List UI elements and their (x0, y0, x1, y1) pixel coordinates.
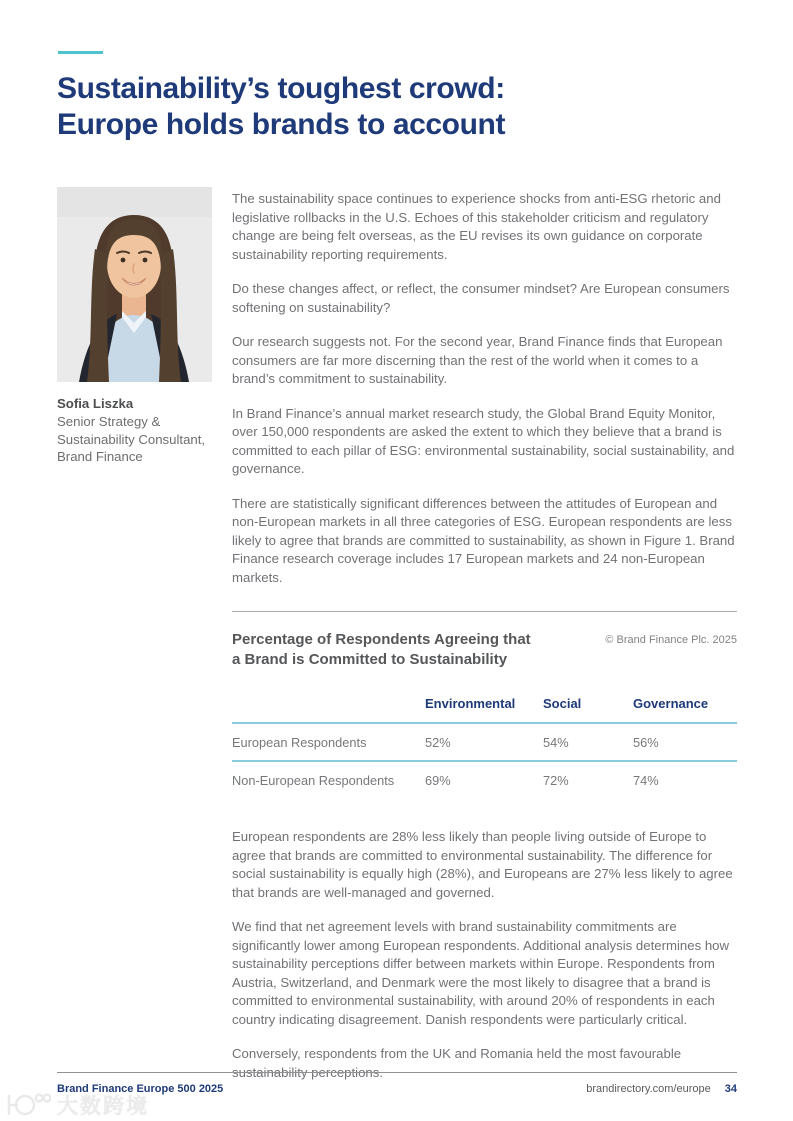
table-row (232, 723, 737, 761)
author-caption (57, 395, 222, 466)
author-role-line1: Senior Strategy & (57, 414, 161, 430)
page-number: 34 (724, 1083, 737, 1095)
table-cell: 72% (543, 773, 569, 788)
portrait-illustration (57, 187, 212, 382)
author-organisation: Brand Finance (57, 449, 143, 465)
table-cell: 74% (633, 773, 659, 788)
footer-divider (57, 1072, 737, 1073)
table-cell: 52% (425, 723, 543, 761)
author-role-line2: Sustainability Consultant, (57, 431, 206, 447)
title-accent-bar (58, 51, 103, 54)
figure-divider (232, 611, 737, 612)
author-name: Sofia Liszka (57, 396, 134, 411)
footer-website-link[interactable]: brandirectory.com/europe (586, 1083, 711, 1095)
body-paragraph: In Brand Finance’s annual market research study, the Global Brand Equity Monitor, over 150,000 respondents are asked the extent to which they believe that a brand is committed to each pillar of ESG: environmental sustainability, social sustainability, and governance. (232, 405, 735, 476)
figure-header (232, 630, 737, 670)
body-paragraph: The sustainability space continues to experience shocks from anti-ESG rhetoric and legislative rollbacks in the U.S. Echoes of this stakeholder criticism and regulatory change are being felt overseas, as the EU revises its own guidance on corporate sustainability reporting requirements. (232, 191, 721, 262)
row-label: European Respondents (232, 723, 425, 761)
watermark-text: 大数跨境 (57, 1095, 149, 1118)
body-paragraph: Our research suggests not. For the second year, Brand Finance finds that European consumers are far more discerning than the rest of the world when it comes to a brand’s commitment to sustainability. (232, 334, 723, 386)
table-cell: 69% (425, 773, 451, 788)
author-photo (57, 187, 212, 382)
figure-title-line1: Percentage of Respondents Agreeing that (232, 631, 531, 648)
body-paragraph: European respondents are 28% less likely than people living outside of Europe to agree that brands are committed to environmental sustainability. The difference for social sustainability is equally high (28%), and Europeans are 27% less likely to agree that brands are well-managed and governed. (232, 829, 733, 900)
figure-table (232, 696, 737, 798)
table-cell: 54% (543, 723, 633, 761)
page-title (57, 71, 617, 143)
page-title-line2: Europe holds brands to account (57, 108, 506, 141)
footer-right (586, 1083, 737, 1095)
row-label: Non-European Respondents (232, 773, 395, 788)
column-header-governance: Governance (633, 696, 737, 723)
body-paragraph: We find that net agreement levels with brand sustainability commitments are significantly lower among European respondents. Additional analysis determines how sustainability perceptions differ between markets within Europe. Respondents from Austria, Switzerland, and Denmark were the most likely to disagree that a brand is committed to environmental sustainability, with around 20% of respondents in each country indicating disagreement. Danish respondents were particularly critical. (232, 919, 730, 1027)
page-title-line1: Sustainability’s toughest crowd: (57, 72, 505, 105)
watermark-logo-icon (5, 1092, 51, 1118)
footer-report-title: Brand Finance Europe 500 2025 (57, 1083, 224, 1095)
body-paragraph: There are statistically significant differences between the attitudes of European and non-European markets in all three categories of ESG. European respondents are less likely to agree that brands are committed to sustainability, as shown in Figure 1. Brand Finance research coverage includes 17 European markets and 24 non-European markets. (232, 495, 735, 585)
page-footer (57, 1083, 737, 1095)
table-header-row (232, 696, 737, 723)
column-header-blank (232, 696, 425, 723)
figure-copyright: © Brand Finance Plc. 2025 (605, 634, 737, 646)
figure-title (232, 630, 531, 670)
table-cell: 56% (633, 723, 737, 761)
article-body (232, 190, 737, 1098)
table-row (232, 761, 737, 798)
figure-title-line2: a Brand is Committed to Sustainability (232, 651, 508, 668)
body-paragraph: Do these changes affect, or reflect, the consumer mindset? Are European consumers softening on sustainability? (232, 281, 730, 315)
column-header-environmental: Environmental (425, 696, 543, 723)
column-header-social: Social (543, 696, 633, 723)
body-paragraph: Conversely, respondents from the UK and Romania held the most favourable sustainability perceptions. (232, 1046, 682, 1080)
